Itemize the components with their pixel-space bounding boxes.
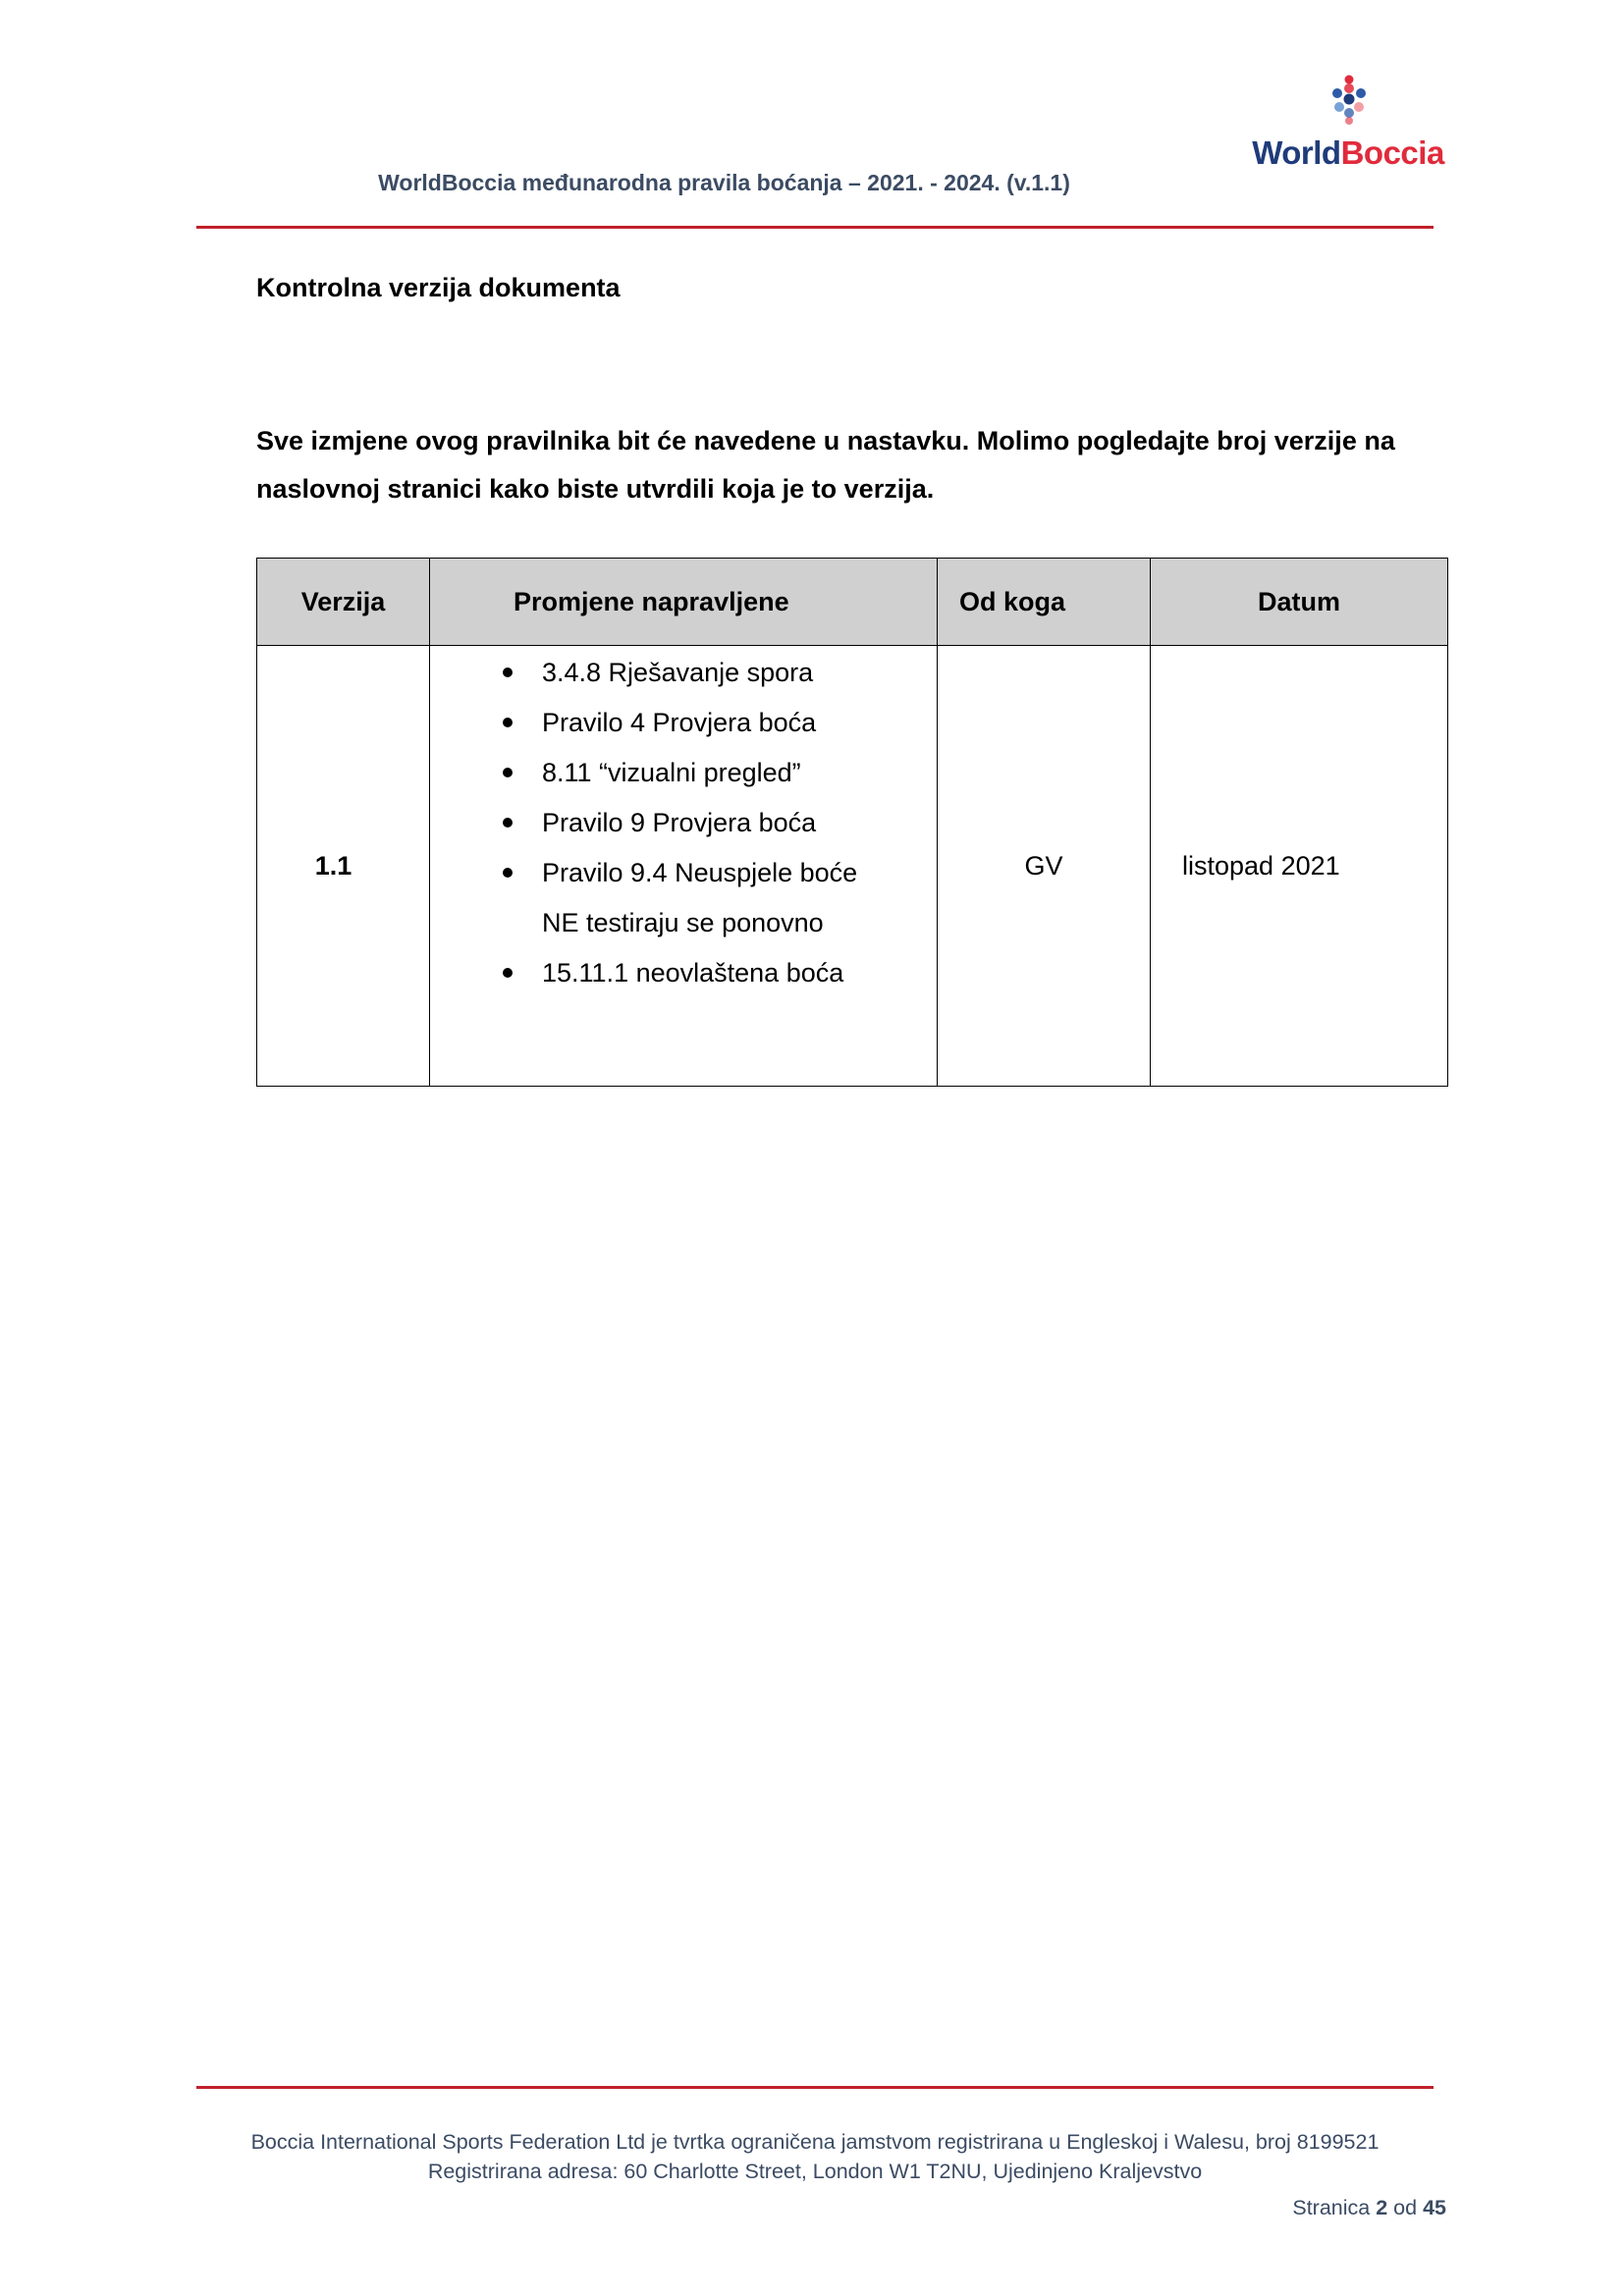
bullet-icon bbox=[503, 868, 513, 878]
worldboccia-logo bbox=[1245, 74, 1451, 182]
bullet-icon bbox=[503, 768, 513, 777]
change-text: 3.4.8 Rješavanje spora bbox=[542, 658, 814, 687]
page-prefix: Stranica bbox=[1292, 2196, 1371, 2219]
footer-divider bbox=[196, 2086, 1434, 2089]
document-header-title: WorldBoccia međunarodna pravila boćanja – 2021. - 2024. (v.1.1) bbox=[378, 170, 1070, 195]
cell-version: 1.1 bbox=[257, 646, 430, 1087]
page-total: 45 bbox=[1423, 2196, 1446, 2219]
list-item bbox=[542, 798, 866, 848]
logo-wordmark bbox=[1245, 134, 1451, 172]
list-item bbox=[542, 848, 866, 948]
change-text: Pravilo 4 Provjera boća bbox=[542, 708, 817, 737]
version-control-table bbox=[256, 558, 1448, 1087]
header-divider bbox=[196, 226, 1434, 229]
list-item bbox=[542, 698, 866, 748]
bullet-icon bbox=[503, 818, 513, 828]
logo-word-boccia: Boccia bbox=[1340, 134, 1444, 171]
footer-address: Registrirana adresa: 60 Charlotte Street, London W1 T2NU, Ujedinjeno Kraljevstvo bbox=[427, 2160, 1203, 2183]
change-text: 15.11.1 neovlaštena boća bbox=[542, 958, 844, 988]
section-title: Kontrolna verzija dokumenta bbox=[256, 273, 621, 302]
footer-company-info: Boccia International Sports Federation Ltd je tvrtka ograničena jamstvom registrirana u Engleskoj i Walesu, broj 8199521 bbox=[250, 2130, 1380, 2154]
changes-list bbox=[430, 648, 937, 998]
bullet-icon bbox=[503, 667, 513, 677]
change-text: Pravilo 9.4 Neuspjele boće NE testiraju se ponovno bbox=[542, 858, 858, 937]
change-text: 8.11 “vizualni pregled” bbox=[542, 758, 801, 787]
table-row bbox=[257, 646, 1448, 1087]
list-item bbox=[542, 748, 866, 798]
column-header-date: Datum bbox=[1151, 559, 1448, 646]
intro-paragraph: Sve izmjene ovog pravilnika bit će navedene u nastavku. Molimo pogledajte broj verzije na naslovnoj stranici kako biste utvrdili koja je to verzija. bbox=[256, 426, 1395, 504]
change-text: Pravilo 9 Provjera boća bbox=[542, 808, 817, 837]
list-item bbox=[542, 648, 866, 698]
column-header-version: Verzija bbox=[257, 559, 430, 646]
column-header-changes: Promjene napravljene bbox=[430, 559, 938, 646]
table-header-row bbox=[257, 559, 1448, 646]
logo-word-world: World bbox=[1252, 134, 1341, 171]
bullet-icon bbox=[503, 718, 513, 727]
list-item bbox=[542, 948, 866, 998]
page-separator: od bbox=[1393, 2196, 1418, 2219]
cell-by: GV bbox=[938, 646, 1151, 1087]
cell-changes bbox=[430, 646, 938, 1087]
page-number bbox=[1292, 2196, 1446, 2220]
bullet-icon bbox=[503, 968, 513, 978]
cell-date: listopad 2021 bbox=[1151, 646, 1448, 1087]
column-header-by: Od koga bbox=[938, 559, 1151, 646]
page-current: 2 bbox=[1376, 2196, 1388, 2219]
boccia-balls-icon bbox=[1331, 74, 1367, 125]
